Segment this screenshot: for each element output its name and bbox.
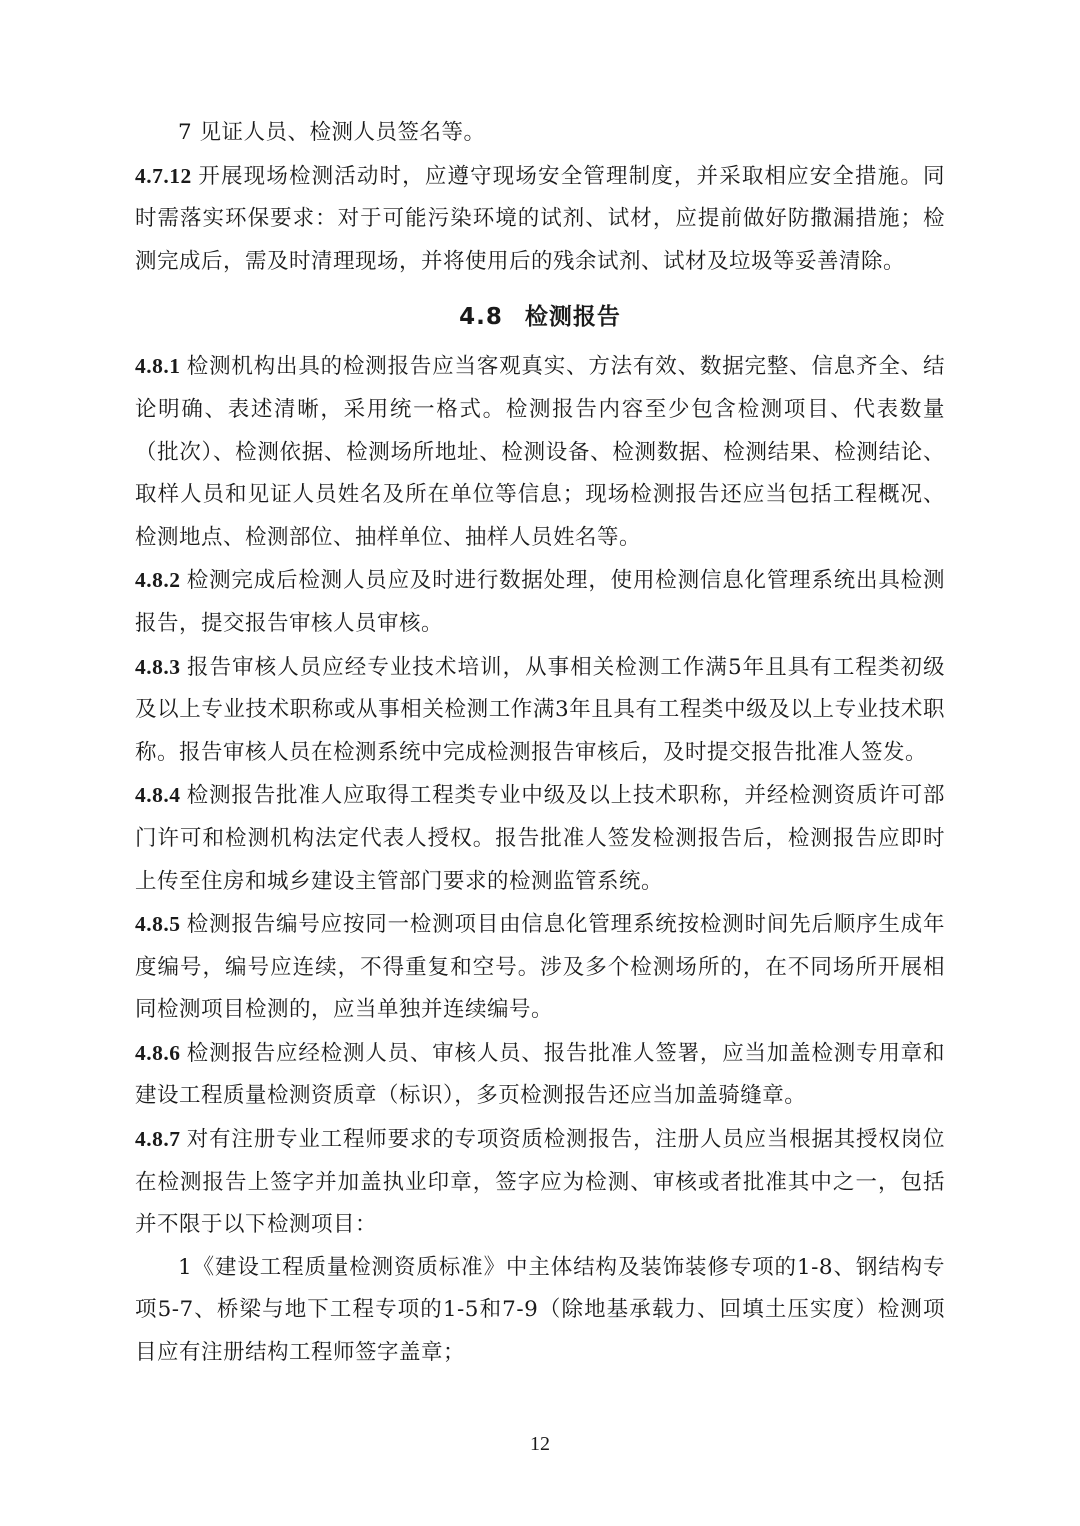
clause-number: 4.8.7 (135, 1127, 181, 1152)
section-title: 检测报告 (524, 304, 621, 331)
paragraph-4-8-4 (135, 774, 945, 903)
paragraph-text: 7 见证人员、检测人员签名等。 (178, 120, 486, 145)
clause-number: 4.8.2 (135, 568, 181, 593)
section-number: 4.8 (459, 304, 503, 331)
paragraph-4-8-6 (135, 1032, 945, 1118)
paragraph-text: 对有注册专业工程师要求的专项资质检测报告，注册人员应当根据其授权岗位在检测报告上签字并加盖执业印章，签字应为检测、审核或者批准其中之一，包括并不限于以下检测项目： (135, 1127, 945, 1238)
clause-number: 4.8.4 (135, 783, 181, 808)
document-body (135, 112, 945, 1375)
section-heading (135, 295, 945, 339)
paragraph-text: 检测完成后检测人员应及时进行数据处理，使用检测信息化管理系统出具检测报告，提交报告审核人员审核。 (135, 568, 945, 636)
clause-number: 4.8.5 (135, 912, 181, 937)
paragraph-text: 开展现场检测活动时，应遵守现场安全管理制度，并采取相应安全措施。同时需落实环保要求：对于可能污染环境的试剂、试材，应提前做好防撒漏措施；检测完成后，需及时清理现场，并将使用后的残余试剂、试材及垃圾等妥善清除。 (135, 163, 945, 274)
paragraph-text: 检测报告批准人应取得工程类专业中级及以上技术职称，并经检测资质许可部门许可和检测机构法定代表人授权。报告批准人签发检测报告后，检测报告应即时上传至住房和城乡建设主管部门要求的检测监管系统。 (135, 783, 945, 894)
clause-number: 4.8.1 (135, 354, 181, 379)
paragraph-4-8-2 (135, 559, 945, 645)
clause-number: 4.8.3 (135, 654, 181, 679)
paragraph-text: 报告审核人员应经专业技术培训，从事相关检测工作满5年且具有工程类初级及以上专业技术职称或从事相关检测工作满3年且具有工程类中级及以上专业技术职称。报告审核人员在检测系统中完成检测报告审核后，及时提交报告批准人签发。 (135, 654, 945, 765)
paragraph-4-7-12 (135, 155, 945, 284)
paragraph-text: 检测机构出具的检测报告应当客观真实、方法有效、数据完整、信息齐全、结论明确、表述清晰，采用统一格式。检测报告内容至少包含检测项目、代表数量（批次）、检测依据、检测场所地址、检测设备、检测数据、检测结果、检测结论、取样人员和见证人员姓名及所在单位等信息；现场检测报告还应当包括工程概况、检测地点、检测部位、抽样单位、抽样人员姓名等。 (135, 354, 945, 550)
paragraph-text: 检测报告应经检测人员、审核人员、报告批准人签署，应当加盖检测专用章和建设工程质量检测资质章（标识），多页检测报告还应当加盖骑缝章。 (135, 1040, 945, 1109)
paragraph-4-8-3 (135, 646, 945, 775)
paragraph-item-7 (135, 112, 945, 155)
clause-number: 4.8.6 (135, 1040, 181, 1065)
clause-number: 4.7.12 (135, 163, 192, 188)
paragraph-4-8-1 (135, 345, 945, 559)
paragraph-text: 1《建设工程质量检测资质标准》中主体结构及装饰装修专项的1-8、钢结构专项5-7、桥梁与地下工程专项的1-5和7-9（除地基承载力、回填土压实度）检测项目应有注册结构工程师签字盖章； (135, 1254, 945, 1366)
page-number: 12 (530, 1433, 550, 1455)
paragraph-item-1 (135, 1247, 945, 1375)
paragraph-text: 检测报告编号应按同一检测项目由信息化管理系统按检测时间先后顺序生成年度编号，编号应连续，不得重复和空号。涉及多个检测场所的，在不同场所开展相同检测项目检测的，应当单独并连续编号。 (135, 912, 945, 1023)
paragraph-4-8-5 (135, 903, 945, 1032)
paragraph-4-8-7 (135, 1118, 945, 1247)
